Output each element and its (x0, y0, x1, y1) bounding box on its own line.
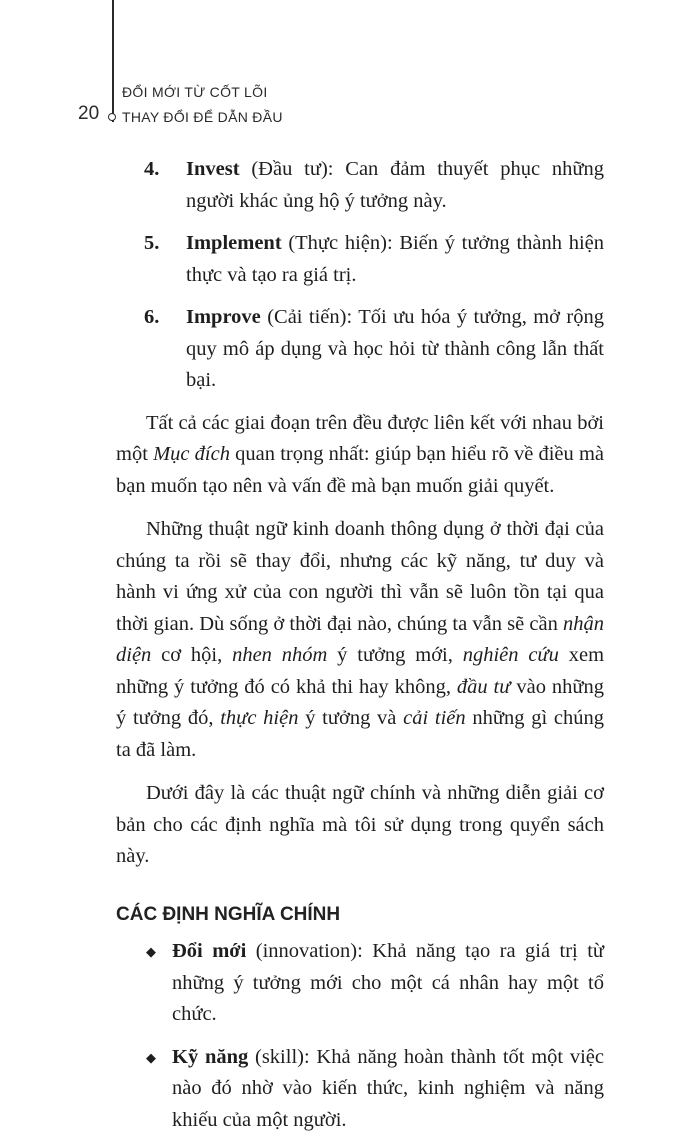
step-text: (Đầu tư): Can đảm thuyết phục những người khác ủng hộ ý tưởng này. (186, 158, 604, 212)
text-run: Những thuật ngữ kinh doanh thông dụng ở thời đại của chúng ta rồi sẽ thay đổi, nhưng các kỹ năng, tư duy và hành vi ứng xử của con người thì vẫn sẽ luôn tồn tại qua thời gian. Dù sống ở thời đại nào, chúng ta vẫn sẽ cần (116, 518, 604, 635)
step-number: 6. (144, 306, 160, 328)
header-rule (112, 0, 114, 122)
step-term: Implement (186, 232, 282, 254)
page-number: 20 (78, 103, 100, 124)
text-run: ý tưởng và (298, 707, 404, 729)
definition-text: (innovation): Khả năng tạo ra giá trị từ những ý tưởng mới cho một cá nhân hay một tổ chức. (172, 940, 605, 1025)
definition-item (116, 936, 604, 1031)
text-run: những gì chúng ta đã làm. (116, 707, 604, 761)
italic-term: nhen nhóm (232, 644, 328, 666)
diamond-bullet-icon: ◆ (146, 944, 156, 959)
header-rule-ornament (108, 113, 116, 121)
step-number: 5. (144, 232, 160, 254)
step-term: Improve (186, 306, 261, 328)
step-item (144, 302, 604, 397)
book-title-line1: ĐỔI MỚI TỪ CỐT LÕI (122, 84, 268, 100)
step-number: 4. (144, 158, 160, 180)
step-item (144, 154, 604, 217)
text-run: vào những ý tưởng đó, (116, 675, 604, 729)
definition-item (116, 1042, 604, 1137)
italic-term: cải tiến (403, 707, 466, 729)
text-run: Tất cả các giai đoạn trên đều được liên kết với nhau bởi một (116, 411, 604, 465)
text-run: quan trọng nhất: giúp bạn hiểu rõ về điều mà bạn muốn tạo nên và vấn đề mà bạn muốn giải quyết. (116, 443, 604, 497)
text-run: xem những ý tưởng đó có khả thi hay không, (116, 644, 605, 698)
italic-term: đầu tư (456, 675, 511, 698)
italic-term: thực hiện (220, 707, 299, 729)
running-header (122, 80, 283, 130)
step-text: (Thực hiện): Biến ý tưởng thành hiện thực và tạo ra giá trị. (186, 232, 604, 286)
definition-term: Kỹ năng (172, 1045, 249, 1068)
page-body (116, 154, 604, 1147)
book-title-line2: THAY ĐỔI ĐỂ DẪN ĐẦU (122, 109, 283, 125)
italic-term: Mục đích (153, 443, 230, 465)
italic-term: nghiên cứu (462, 644, 559, 666)
paragraph-skills (116, 514, 604, 766)
step-text: (Cải tiến): Tối ưu hóa ý tưởng, mở rộng quy mô áp dụng và học hỏi từ thành công lẫn thất bại. (186, 306, 604, 391)
text-run: cơ hội, (151, 644, 233, 666)
step-term: Invest (186, 158, 240, 180)
italic-term: nhận diện (116, 612, 604, 666)
diamond-bullet-icon: ◆ (146, 1049, 156, 1065)
definition-term: Đổi mới (172, 940, 247, 962)
text-run: ý tưởng mới, (327, 644, 463, 666)
step-item (144, 228, 604, 291)
paragraph-purpose (116, 408, 604, 503)
section-heading: CÁC ĐỊNH NGHĨA CHÍNH (116, 903, 341, 925)
paragraph-intro-definitions: Dưới đây là các thuật ngữ chính và những diễn giải cơ bản cho các định nghĩa mà tôi sử dụng trong quyển sách này. (116, 782, 604, 867)
definition-text: (skill): Khả năng hoàn thành tốt một việc nào đó nhờ vào kiến thức, kinh nghiệm và năng khiếu của một người. (172, 1045, 604, 1131)
